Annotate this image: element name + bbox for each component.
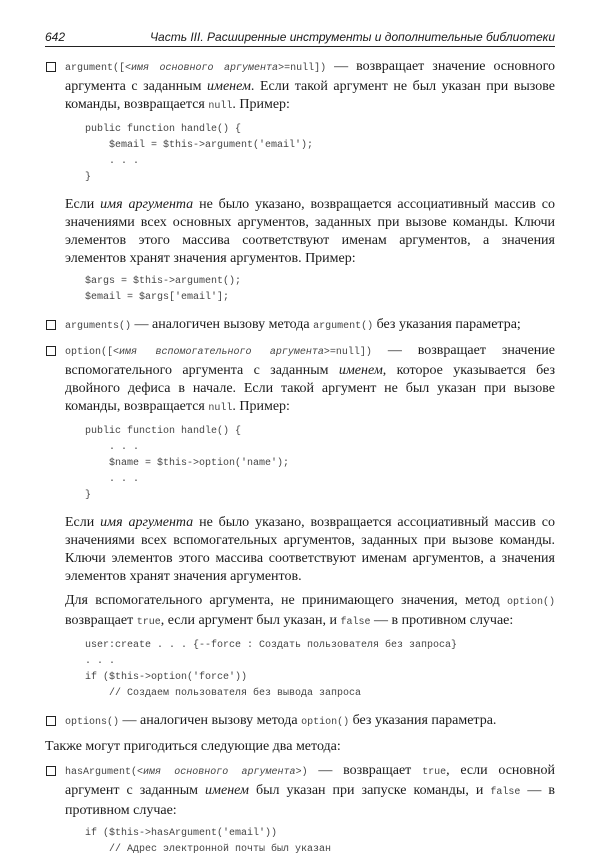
page-body [45,58,555,868]
code-block: public function handle() { . . . $name = $this->option('name'); . . . } [85,426,290,501]
bullet-square-icon [46,346,56,356]
code-block: user:create . . . {--force : Создать пользователя без запроса} . . . if ($this->option('force')) // Создаем пользователя без вывода запроса [85,640,458,699]
bullet-square-icon [46,716,56,726]
paragraph: Если имя аргумента не было указано, возвращается ассоциативный массив со значениями всех вспомогательных аргументов, заданных при вызове команды. Ключи элементов этого массива соответствуют именам аргументов, а значения элементов хранят значения аргументов. [65,515,556,584]
intro-text: Также могут пригодиться следующие два метода: [45,739,341,754]
paragraph: option([<имя вспомогательного аргумента>=null]) — возвращает значение вспомогательного аргумента с заданным именем, которое указывается без двойного дефиса в начале. Если такой аргумент не был указан при вызове команды, возвращается null. Пример: [65,343,555,414]
bullet-square-icon [46,320,56,330]
page-number: 642 [45,30,66,44]
paragraph: options() — аналогичен вызову метода option() без указания параметра. [65,713,497,728]
code-block: public function handle() { $email = $this->argument('email'); . . . } [85,124,314,183]
paragraph: hasArgument(<имя основного аргумента>) — возвращает true, если основной аргумент с заданным именем был указан при запуске команды, и false — в противном случае: [65,763,556,818]
code-block: $args = $this->argument(); $email = $args['email']; [85,276,242,303]
bullet-options [45,712,555,732]
paragraph: Если имя аргумента не было указано, возвращается ассоциативный массив со значениями всех основных аргументов, заданных при вызове команды. Ключи элементов этого массива соответствуют именам аргументов, а значения элементов хранят значения аргументов. Пример: [65,197,556,266]
running-header [45,30,555,47]
paragraph: arguments() — аналогичен вызову метода argument() без указания параметра; [65,317,521,332]
bullet-hasargument [45,762,555,858]
code-block: if ($this->hasArgument('email')) // Адрес электронной почты был указан [85,828,332,855]
bullet-arguments [45,316,555,336]
running-title: Часть III. Расширенные инструменты и дополнительные библиотеки [149,30,555,44]
bullet-square-icon [46,62,56,72]
bullet-square-icon [46,766,56,776]
paragraph: Для вспомогательного аргумента, не принимающего значения, метод option() возвращает true, если аргумент был указан, и false — в противном случае: [65,593,555,628]
paragraph: argument([<имя основного аргумента>=null]) — возвращает значение основного аргумента с заданным именем. Если такой аргумент не был указан при вызове команды, возвращается null. Пример: [65,59,555,112]
bullet-argument [45,58,555,306]
bullet-option [45,342,555,702]
